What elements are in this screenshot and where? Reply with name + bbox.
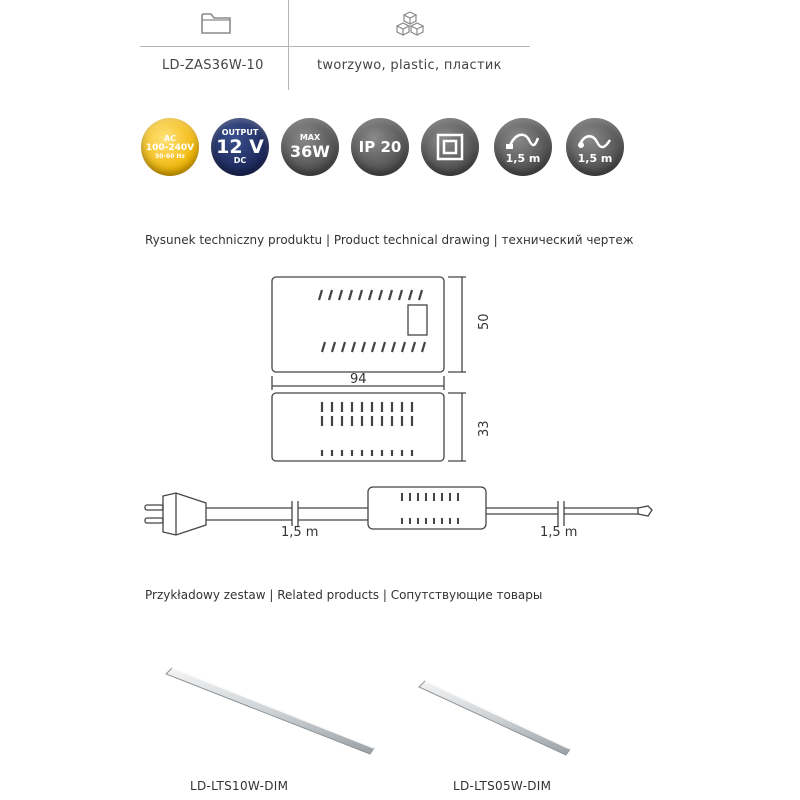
cable-right-length-label: 1,5 m [540,525,578,540]
dim-width-label: 94 [350,372,367,387]
plug-drawing [145,493,206,535]
output-badge-line2: 12 V [216,136,264,158]
ip-rating-badge [351,118,409,176]
max-badge-line2: 36W [290,142,330,161]
input-voltage-badge [141,118,199,176]
dim-height-label: 50 [477,313,492,330]
related-product-2-label: LD-LTS05W-DIM [453,779,552,793]
output-badge-line3: DC [233,156,247,165]
output-badge-line1: OUTPUT [221,128,259,137]
output-cable-length-text: 1,5 m [577,152,613,165]
spec-divider-horizontal [140,46,530,47]
max-badge-line1: MAX [299,133,321,142]
product-image-led-bar-2 [415,675,575,760]
dim-depth-label: 33 [477,420,492,437]
cable-left-length-label: 1,5 m [281,525,319,540]
spec-table [140,0,530,90]
input-badge-line1: AC [163,133,177,143]
model-code: LD-ZAS36W-10 [162,58,264,73]
folder-icon [200,10,232,36]
supply-side-view [272,393,444,461]
related-products-heading: Przykładowy zestaw | Related products | Сопутствующие товары [145,588,543,602]
supply-top-view [272,277,444,372]
output-cable-length-badge [566,118,624,176]
related-product-1-label: LD-LTS10W-DIM [190,779,289,793]
dc-connector-drawing [638,506,652,516]
spec-icon-row [140,0,530,46]
product-image-led-bar-1 [160,660,380,760]
insulation-class-icon [435,132,465,162]
insulation-class-badge [421,118,479,176]
input-badge-line2: 100-240V [145,142,195,153]
material-cubes-icon [395,10,425,38]
material-text: tworzywo, plastic, пластик [317,58,502,73]
spec-divider-vertical [288,0,289,90]
output-voltage-badge [211,118,269,176]
technical-drawing [0,260,800,560]
technical-drawing-heading: Rysunek techniczny produktu | Product technical drawing | технический чертеж [145,233,634,247]
input-cable-length-text: 1,5 m [505,152,541,165]
input-cable-length-badge [494,118,552,176]
cable-connector-icon [577,130,613,152]
max-power-badge [281,118,339,176]
input-badge-line3: 50-60 Hz [155,152,185,160]
ip-badge-text: IP 20 [358,137,402,156]
cable-plug-icon [505,130,541,152]
